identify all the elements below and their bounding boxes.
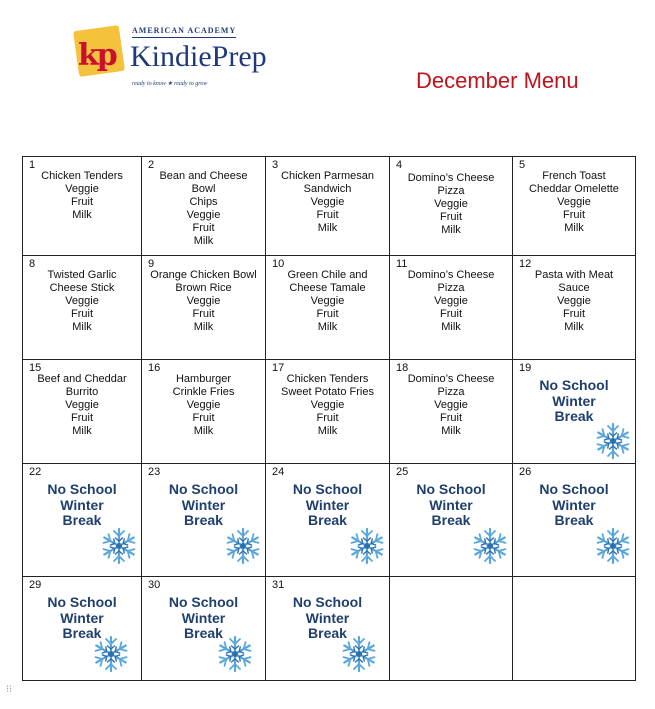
menu-item: Fruit	[71, 412, 93, 424]
menu-item: Veggie	[186, 295, 221, 307]
calendar-day-cell	[23, 360, 142, 464]
menu-item: Green Chile and	[287, 269, 368, 281]
menu-items	[266, 256, 389, 334]
menu-item: Veggie	[310, 295, 345, 307]
no-school-notice	[513, 464, 635, 529]
menu-item: Veggie	[557, 295, 591, 307]
menu-item: Fruit	[192, 308, 215, 320]
menu-item: Veggie	[186, 399, 221, 411]
menu-item: Chicken Tenders	[41, 170, 123, 182]
no-school-text: No School	[416, 481, 486, 497]
menu-item: French Toast	[542, 170, 606, 182]
no-school-text: Winter	[181, 609, 226, 626]
calendar-day-cell	[266, 256, 390, 360]
no-school-text: Break	[184, 512, 223, 528]
calendar-day-cell	[23, 464, 142, 577]
day-number: 12	[519, 258, 532, 270]
menu-item: Veggie	[434, 198, 468, 210]
menu-item: Fruit	[440, 211, 462, 223]
day-number: 4	[396, 159, 403, 171]
calendar-day-cell	[142, 256, 266, 360]
menu-item: Milk	[193, 425, 214, 437]
menu-item: Sandwich	[303, 183, 352, 195]
no-school-notice	[142, 577, 265, 642]
snowflake-icon	[215, 634, 255, 674]
day-number: 10	[272, 258, 285, 270]
calendar-week	[23, 256, 636, 360]
day-number: 26	[519, 466, 532, 478]
day-number: 3	[272, 159, 279, 171]
no-school-text: No School	[292, 481, 363, 497]
menu-item: Fruit	[192, 222, 215, 234]
calendar-day-cell	[513, 157, 636, 256]
menu-item: Sweet Potato Fries	[281, 386, 374, 398]
menu-item: Milk	[317, 425, 338, 437]
calendar-day-cell	[23, 256, 142, 360]
menu-item: Veggie	[434, 399, 468, 411]
no-school-text: Winter	[305, 609, 350, 626]
calendar-day-cell	[23, 157, 142, 256]
no-school-notice	[266, 464, 389, 529]
no-school-text: No School	[168, 594, 239, 610]
menu-item: Milk	[193, 321, 214, 333]
no-school-text: Winter	[429, 496, 473, 513]
day-number: 2	[148, 159, 155, 171]
snowflake-icon	[347, 526, 387, 566]
calendar-day-cell	[390, 577, 513, 681]
menu-item: Crinkle Fries	[172, 386, 235, 398]
day-number: 1	[29, 159, 36, 171]
calendar-week	[23, 464, 636, 577]
menu-item: Chicken Tenders	[286, 373, 369, 385]
menu-item: Milk	[317, 222, 338, 234]
calendar-day-cell	[23, 577, 142, 681]
day-number: 15	[29, 362, 42, 374]
menu-item: Pasta with Meat	[534, 269, 614, 281]
menu-item: Chips	[189, 196, 218, 208]
day-number: 16	[148, 362, 161, 374]
menu-item: Milk	[72, 321, 92, 333]
menu-items	[142, 256, 265, 334]
grid-handle-icon[interactable]: ⁝⁝	[6, 684, 13, 695]
day-number: 24	[272, 466, 285, 478]
menu-items	[266, 360, 389, 438]
menu-items	[390, 360, 512, 438]
calendar-day-cell	[513, 577, 636, 681]
snowflake-icon	[339, 634, 379, 674]
no-school-notice	[513, 360, 635, 425]
menu-item: Veggie	[65, 399, 99, 411]
calendar-day-cell	[390, 256, 513, 360]
menu-calendar	[22, 156, 636, 681]
menu-item: Cheese Tamale	[289, 282, 366, 294]
calendar-day-cell	[266, 360, 390, 464]
calendar-day-cell	[142, 577, 266, 681]
menu-item: Sauce	[558, 282, 590, 294]
day-number: 18	[396, 362, 409, 374]
calendar-week	[23, 157, 636, 256]
no-school-notice	[142, 464, 265, 529]
menu-item: Pizza	[437, 282, 465, 294]
calendar-day-cell	[390, 464, 513, 577]
menu-items	[142, 157, 265, 248]
calendar-day-cell	[266, 157, 390, 256]
menu-item: Fruit	[440, 308, 462, 320]
no-school-text: No School	[539, 481, 609, 497]
menu-item: Pizza	[437, 185, 465, 197]
menu-item: Veggie	[557, 196, 591, 208]
calendar-day-cell	[390, 157, 513, 256]
menu-item: Brown Rice	[175, 282, 232, 294]
day-number: 11	[396, 258, 408, 270]
day-number: 9	[148, 258, 155, 270]
no-school-text: No School	[168, 481, 239, 497]
menu-item: Domino’s Cheese	[407, 269, 495, 281]
logo-tagline: ready to know ★ ready to grow	[132, 81, 208, 87]
no-school-text: No School	[47, 481, 117, 497]
menu-item: Fruit	[192, 412, 215, 424]
no-school-notice	[266, 577, 389, 642]
calendar-week	[23, 577, 636, 681]
menu-items	[23, 157, 141, 222]
menu-item: Fruit	[316, 412, 339, 424]
menu-item: Chicken Parmesan	[281, 170, 374, 182]
no-school-text: Winter	[60, 609, 104, 626]
menu-item: Cheese Stick	[49, 282, 115, 294]
menu-item: Milk	[72, 425, 92, 437]
menu-item: Fruit	[440, 412, 462, 424]
menu-item: Fruit	[563, 308, 585, 320]
no-school-text: Winter	[552, 496, 596, 513]
menu-item: Bowl	[191, 183, 216, 195]
menu-items	[266, 157, 389, 235]
menu-item: Milk	[317, 321, 338, 333]
menu-item: Pizza	[437, 386, 465, 398]
no-school-text: Break	[62, 625, 102, 641]
snowflake-icon	[470, 526, 510, 566]
brand-logo	[72, 24, 292, 94]
no-school-text: Winter	[305, 496, 350, 513]
calendar-day-cell	[142, 157, 266, 256]
day-number: 25	[396, 466, 409, 478]
day-number: 23	[148, 466, 161, 478]
menu-items	[142, 360, 265, 438]
menu-item: Milk	[441, 425, 461, 437]
day-number: 22	[29, 466, 42, 478]
no-school-text: Winter	[552, 392, 596, 409]
calendar-day-cell	[266, 577, 390, 681]
calendar-week	[23, 360, 636, 464]
menu-item: Fruit	[316, 308, 339, 320]
menu-item: Milk	[441, 224, 461, 236]
menu-item: Milk	[564, 321, 584, 333]
menu-item: Twisted Garlic	[47, 269, 117, 281]
snowflake-icon	[99, 526, 139, 566]
calendar-day-cell	[390, 360, 513, 464]
no-school-text: Break	[184, 625, 223, 641]
day-number: 29	[29, 579, 42, 591]
menu-item: Fruit	[71, 308, 93, 320]
menu-item: Milk	[564, 222, 584, 234]
calendar-day-cell	[513, 256, 636, 360]
snowflake-icon	[223, 526, 263, 566]
calendar-day-cell	[142, 360, 266, 464]
menu-item: Fruit	[563, 209, 585, 221]
snowflake-icon	[593, 421, 633, 461]
menu-item: Domino’s Cheese	[407, 373, 495, 385]
menu-item: Veggie	[65, 183, 99, 195]
menu-item: Veggie	[434, 295, 468, 307]
no-school-notice	[390, 464, 512, 529]
no-school-text: Break	[554, 512, 594, 528]
menu-item: Milk	[441, 321, 461, 333]
no-school-text: No School	[539, 377, 609, 393]
day-number: 5	[519, 159, 526, 171]
menu-item: Domino’s Cheese	[407, 172, 495, 184]
calendar-day-cell	[513, 360, 636, 464]
menu-item: Veggie	[310, 399, 345, 411]
menu-title: December Menu	[416, 68, 579, 93]
logo-academy-text: AMERICAN ACADEMY	[132, 26, 236, 38]
no-school-text: Break	[62, 512, 102, 528]
menu-item: Milk	[72, 209, 92, 221]
no-school-text: No School	[292, 594, 363, 610]
menu-items	[390, 256, 512, 334]
no-school-text: Winter	[60, 496, 104, 513]
menu-item: Cheddar Omelette	[529, 183, 619, 195]
menu-item: Veggie	[310, 196, 345, 208]
no-school-text: Break	[308, 625, 347, 641]
menu-item: Fruit	[71, 196, 93, 208]
menu-item: Beef and Cheddar	[37, 373, 127, 385]
day-number: 30	[148, 579, 161, 591]
menu-item: Veggie	[65, 295, 99, 307]
no-school-text: Break	[431, 512, 471, 528]
menu-items	[390, 157, 512, 237]
snowflake-icon	[593, 526, 633, 566]
menu-item: Fruit	[316, 209, 339, 221]
menu-item: Hamburger	[175, 373, 232, 385]
day-number: 8	[29, 258, 36, 270]
calendar-day-cell	[142, 464, 266, 577]
day-number: 19	[519, 362, 532, 374]
day-number: 31	[272, 579, 285, 591]
menu-item: Milk	[193, 235, 214, 247]
logo-mark: kp	[78, 38, 116, 73]
menu-item: Burrito	[65, 386, 99, 398]
no-school-text: Winter	[181, 496, 226, 513]
no-school-text: Break	[308, 512, 347, 528]
menu-item: Veggie	[186, 209, 221, 221]
menu-items	[513, 157, 635, 235]
no-school-text: Break	[554, 408, 594, 424]
menu-items	[513, 256, 635, 334]
menu-items	[23, 256, 141, 334]
calendar-day-cell	[513, 464, 636, 577]
snowflake-icon	[91, 634, 131, 674]
calendar-day-cell	[266, 464, 390, 577]
menu-item: Bean and Cheese	[159, 170, 248, 182]
no-school-text: No School	[47, 594, 117, 610]
day-number: 17	[272, 362, 285, 374]
menu-item: Orange Chicken Bowl	[150, 269, 257, 281]
logo-brand-name: KindiePrep	[130, 40, 267, 73]
